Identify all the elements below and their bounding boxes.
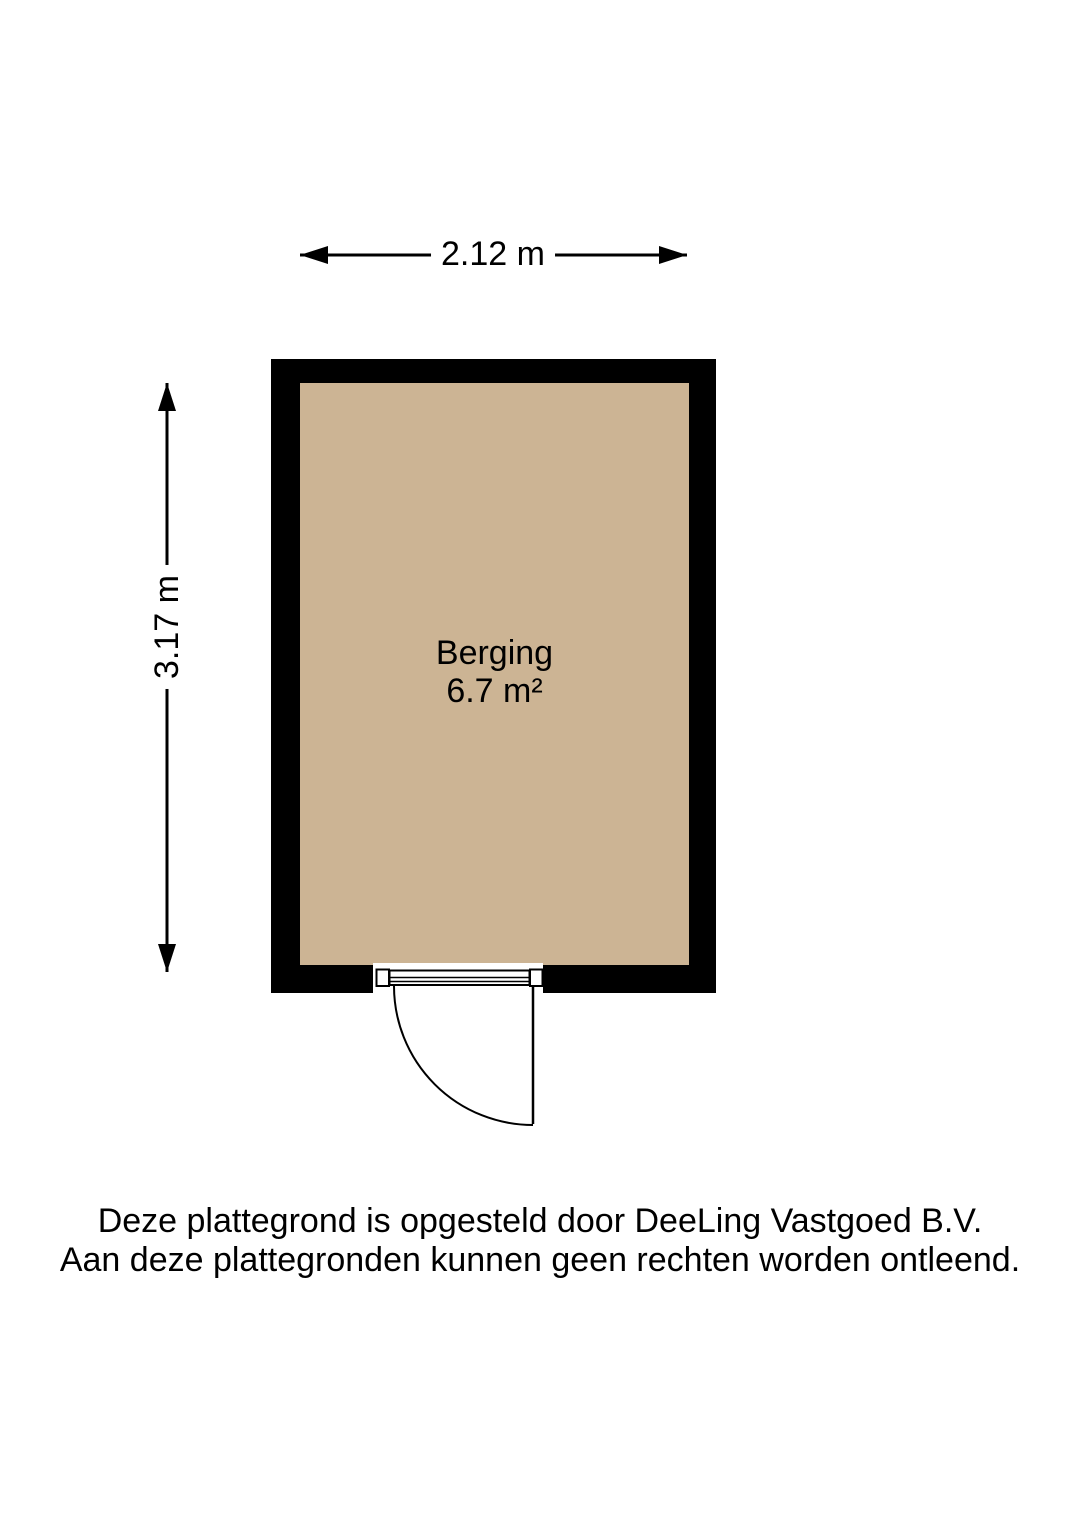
arrow-up-icon [158, 383, 176, 411]
arrow-left-icon [300, 246, 328, 264]
disclaimer-line-2: Aan deze plattegronden kunnen geen rechten worden ontleend. [59, 1241, 1021, 1279]
arrow-down-icon [158, 944, 176, 972]
arrow-right-icon [659, 246, 687, 264]
room-area-label: 6.7 m² [446, 672, 543, 710]
room-label [300, 634, 689, 710]
width-dimension-label: 2.12 m [431, 235, 555, 273]
room-name-label: Berging [435, 634, 554, 672]
door-swing-arc [394, 986, 533, 1125]
height-dimension-label: 3.17 m [148, 565, 186, 689]
disclaimer [0, 1202, 1080, 1280]
disclaimer-line-1: Deze plattegrond is opgesteld door DeeLing Vastgoed B.V. [97, 1202, 983, 1240]
door-jamb-left [377, 970, 390, 987]
door [373, 963, 543, 1125]
door-jamb-right [530, 970, 543, 987]
